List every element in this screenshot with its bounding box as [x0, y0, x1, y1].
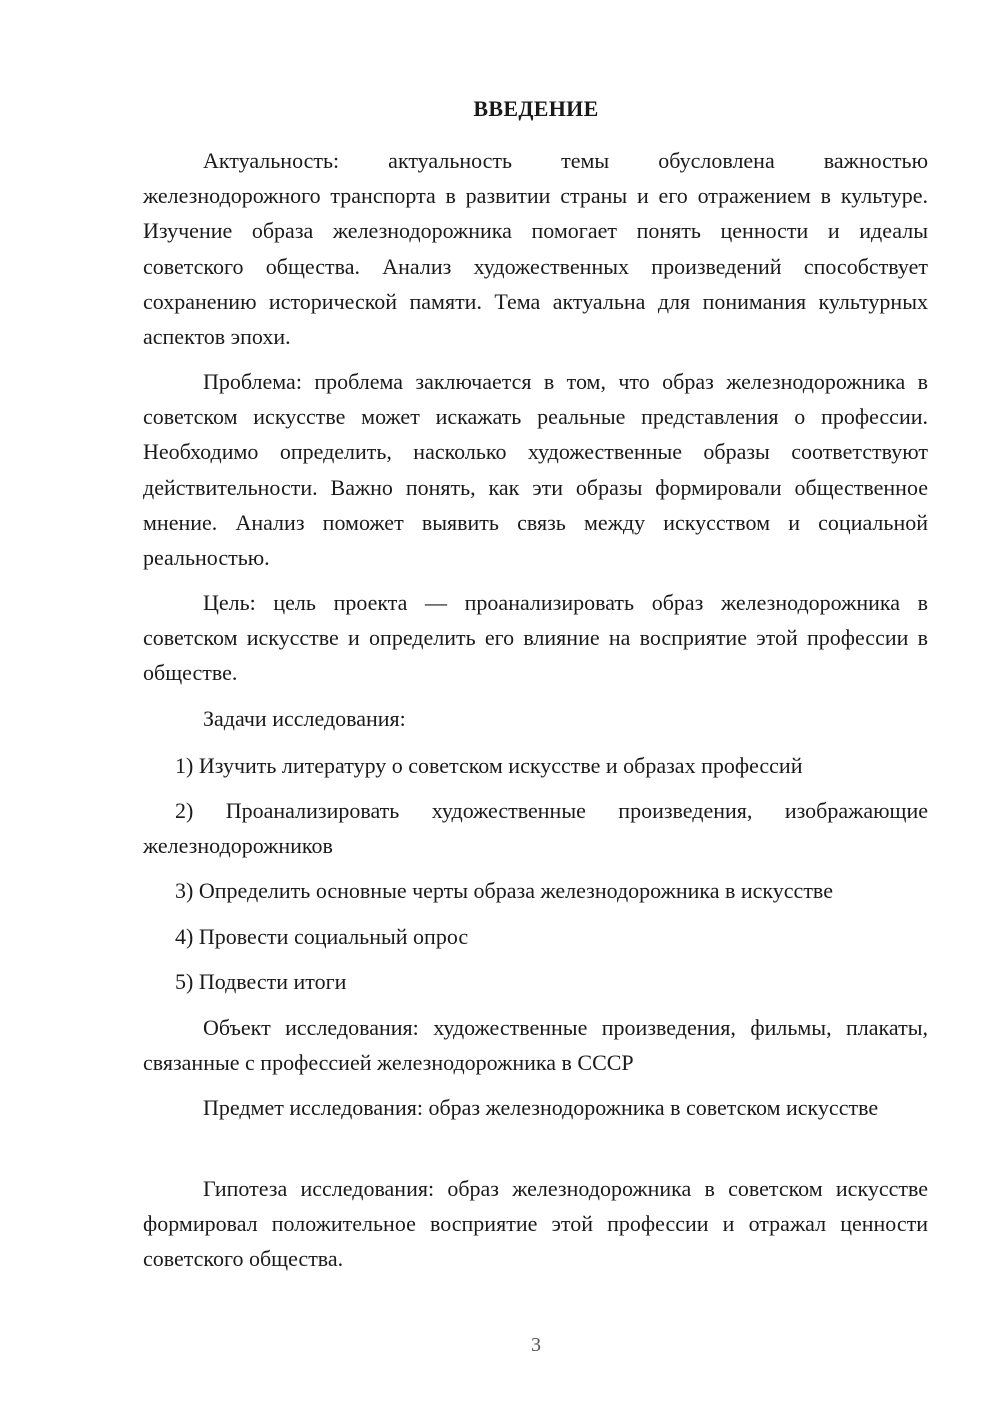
goal-paragraph: Цель: цель проекта — проанализировать образ железнодорожника в советском искусстве и определить его влияние на восприятие этой профессии в обществе.	[143, 590, 928, 686]
task-item-2: 2) Проанализировать художественные произведения, изображающие железнодорожников	[143, 798, 928, 859]
task-item-4: 4) Провести социальный опрос	[175, 924, 469, 949]
object-paragraph: Объект исследования: художественные произведения, фильмы, плакаты, связанные с профессией железнодорожника в СССР	[143, 1015, 928, 1076]
problem-paragraph: Проблема: проблема заключается в том, что образ железнодорожника в советском искусстве может искажать реальные представления о профессии. Необходимо определить, насколько художественные образы соответствуют действительности. Важно понять, как эти образы формировали общественное мнение. Анализ поможет выявить связь между искусством и социальной реальностью.	[143, 369, 928, 571]
page-number: 3	[531, 1334, 541, 1356]
task-item-3: 3) Определить основные черты образа железнодорожника в искусстве	[175, 878, 833, 903]
subject-paragraph: Предмет исследования: образ железнодорожника в советском искусстве	[203, 1095, 879, 1120]
relevance-paragraph: Актуальность: актуальность темы обусловлена важностью железнодорожного транспорта в развитии страны и его отражением в культуре. Изучение образа железнодорожника помогает понять ценности и идеалы советского общества. Анализ художественных произведений способствует сохранению исторической памяти. Тема актуальна для понимания культурных аспектов эпохи.	[143, 148, 928, 350]
page-title: ВВЕДЕНИЕ	[473, 96, 599, 121]
tasks-heading: Задачи исследования:	[203, 706, 406, 731]
task-item-5: 5) Подвести итоги	[175, 969, 347, 994]
hypothesis-paragraph: Гипотеза исследования: образ железнодорожника в советском искусстве формировал положительное восприятие этой профессии и отражал ценности советского общества.	[143, 1176, 928, 1272]
task-item-1: 1) Изучить литературу о советском искусстве и образах профессий	[175, 753, 803, 778]
